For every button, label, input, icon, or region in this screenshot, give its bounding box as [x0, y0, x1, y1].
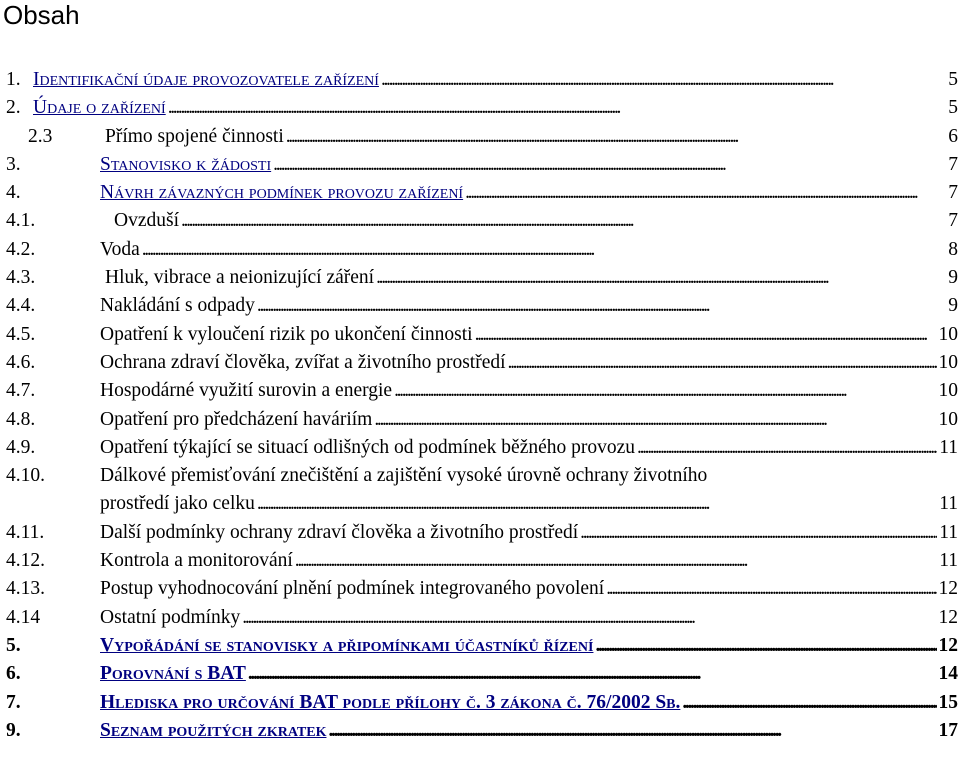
toc-entry-link[interactable]: Kontrola a monitorování: [100, 547, 295, 575]
toc-leader-dots: [465, 179, 946, 207]
toc-entry-link[interactable]: Další podmínky ochrany zdraví člověka a životního prostředí: [100, 519, 580, 547]
toc-entry-number: 4.14: [6, 606, 41, 628]
toc-entry-number: 4.13.: [6, 578, 45, 600]
toc-entry-line: [105, 264, 946, 292]
toc-leader-dots: [394, 377, 936, 405]
toc-entry-link[interactable]: Hluk, vibrace a neionizující záření: [105, 264, 376, 292]
toc-entry-9[interactable]: [6, 717, 958, 745]
toc-entry-link[interactable]: Voda: [100, 236, 142, 264]
toc-entry-line: [100, 547, 937, 575]
toc-entry-line: [100, 575, 937, 603]
toc-entry-number: 4.: [6, 182, 21, 204]
toc-entry-number: 4.2.: [6, 238, 36, 260]
toc-page-number: 9: [948, 267, 958, 289]
toc-leader-dots: [168, 94, 947, 122]
toc-entry-link[interactable]: Ovzduší: [114, 207, 181, 235]
toc-page-number: 11: [939, 521, 958, 543]
toc-entry-link[interactable]: Přímo spojené činnosti: [105, 123, 286, 151]
toc-entry-line: [100, 490, 958, 518]
toc-entry-link[interactable]: Hospodárné využití surovin a energie: [100, 377, 394, 405]
toc-leader-dots: [381, 66, 946, 94]
toc-leader-dots: [286, 123, 947, 151]
toc-leader-dots: [682, 689, 936, 717]
toc-entry-number: 4.6.: [6, 351, 36, 373]
toc-page-number: 10: [938, 351, 958, 373]
toc-entry-number: 2.3: [28, 125, 53, 147]
toc-page-number: 10: [938, 408, 958, 430]
toc-entry-4-9[interactable]: [6, 434, 958, 462]
toc-entry-number: 7.: [6, 691, 21, 713]
toc-entry-wrap: [100, 462, 958, 519]
toc-entry-number: 5.: [6, 634, 21, 656]
page-title: Obsah: [3, 0, 80, 30]
toc-entry-line: [100, 604, 937, 632]
toc-entry-link[interactable]: Dálkové přemisťování znečištění a zajištění vysoké úrovně ochrany životního: [100, 465, 708, 487]
toc-entry-number: 2.: [6, 97, 21, 119]
toc-page-number: 11: [939, 493, 958, 515]
toc-entry-4-7[interactable]: [6, 377, 958, 405]
toc-page-number: 8: [948, 238, 958, 260]
toc-page-number: 6: [948, 125, 958, 147]
toc-page-number: 12: [938, 578, 958, 600]
toc-page-number: 5: [948, 69, 958, 90]
toc-entry-4-8[interactable]: [6, 406, 958, 434]
toc-entry-4-14[interactable]: [6, 604, 958, 632]
toc-entry-link[interactable]: Vypořádání se stanovisky a připomínkami účastníků řízení: [100, 632, 595, 660]
toc-leader-dots: [508, 349, 937, 377]
toc-page-number: 14: [938, 663, 958, 685]
toc-entry-link[interactable]: Stanovisko k žádosti: [100, 151, 273, 179]
toc-leader-dots: [295, 547, 937, 575]
toc-page-number: 9: [948, 295, 958, 317]
toc-leader-dots: [248, 660, 937, 688]
toc-page-number: 11: [939, 436, 958, 458]
toc-leader-dots: [328, 717, 936, 745]
toc-leader-dots: [580, 519, 937, 547]
toc-entry-4-6[interactable]: [6, 349, 958, 377]
toc-entry-link[interactable]: Opatření týkající se situací odlišných od podmínek běžného provozu: [100, 434, 637, 462]
toc-entry-link-continued[interactable]: prostředí jako celku: [100, 490, 257, 518]
toc-entry-number: 6.: [6, 663, 21, 685]
toc-entry-line: [100, 689, 937, 717]
toc-page-number: 5: [948, 97, 958, 119]
toc-entry-line: [33, 94, 946, 122]
toc-leader-dots: [257, 292, 946, 320]
toc-entry-4[interactable]: [6, 179, 958, 207]
toc-entry-number: 4.7.: [6, 380, 36, 402]
toc-page-number: 7: [948, 182, 958, 204]
toc-leader-dots: [181, 207, 946, 235]
toc-entry-line: [100, 406, 937, 434]
toc-leader-dots: [142, 236, 947, 264]
toc-entry-link[interactable]: Ostatní podmínky: [100, 604, 242, 632]
toc-leader-dots: [376, 264, 946, 292]
toc-entry-link[interactable]: Postup vyhodnocování plnění podmínek integrovaného povolení: [100, 575, 606, 603]
toc-page-number: 7: [948, 210, 958, 232]
toc-entry-link[interactable]: Opatření k vyloučení rizik po ukončení činnosti: [100, 321, 475, 349]
toc-entry-link[interactable]: Seznam použitých zkratek: [100, 717, 328, 745]
toc-entry-line: [100, 151, 946, 179]
table-of-contents: [6, 66, 958, 745]
toc-entry-6[interactable]: [6, 660, 958, 688]
toc-entry-number: 4.12.: [6, 550, 45, 572]
toc-entry-line: [100, 349, 937, 377]
toc-entry-line: [105, 123, 946, 151]
toc-entry-4-5[interactable]: [6, 321, 958, 349]
toc-entry-line: [100, 717, 937, 745]
toc-entry-number: 9.: [6, 719, 21, 741]
toc-page-number: 10: [938, 380, 958, 402]
toc-page-number: 7: [948, 153, 958, 175]
toc-entry-number: 4.10.: [6, 465, 45, 487]
toc-entry-line: [100, 321, 937, 349]
toc-entry-line: [33, 66, 946, 94]
toc-entry-number: 4.4.: [6, 295, 36, 317]
toc-entry-4-13[interactable]: [6, 575, 958, 603]
toc-page-number: 12: [938, 634, 958, 656]
toc-entry-line: [100, 236, 946, 264]
toc-entry-number: 3.: [6, 153, 21, 175]
toc-entry-number: 4.5.: [6, 323, 36, 345]
toc-entry-line: [100, 292, 946, 320]
toc-entry-number: 4.1.: [6, 210, 36, 232]
toc-leader-dots: [273, 151, 946, 179]
toc-page-number: 11: [939, 550, 958, 572]
toc-entry-link[interactable]: Údaje o zařízení: [33, 94, 168, 122]
toc-entry-line: [100, 632, 937, 660]
toc-entry-4-10[interactable]: [6, 462, 958, 519]
toc-entry-4-12[interactable]: [6, 547, 958, 575]
toc-page-number: 15: [938, 691, 958, 713]
toc-entry-line: [100, 660, 937, 688]
toc-entry-number: 1.: [6, 69, 21, 90]
toc-entry-2-3[interactable]: [6, 123, 958, 151]
toc-page-number: 17: [938, 719, 958, 741]
toc-entry-2[interactable]: [6, 94, 958, 122]
toc-entry-number: 4.3.: [6, 267, 36, 289]
toc-entry-4-11[interactable]: [6, 519, 958, 547]
toc-entry-4-3[interactable]: [6, 264, 958, 292]
toc-entry-7[interactable]: [6, 689, 958, 717]
toc-page-number: 12: [938, 606, 958, 628]
toc-entry-link[interactable]: Porovnání s BAT: [100, 660, 248, 688]
toc-entry-number: 4.9.: [6, 436, 36, 458]
toc-entry-1[interactable]: [6, 66, 958, 94]
toc-entry-link[interactable]: Návrh závazných podmínek provozu zařízení: [100, 179, 465, 207]
toc-entry-link[interactable]: Hlediska pro určování BAT podle přílohy č. 3 zákona č. 76/2002 Sb.: [100, 689, 682, 717]
toc-entry-5[interactable]: [6, 632, 958, 660]
toc-page-number: 10: [938, 323, 958, 345]
toc-entry-link[interactable]: Identifikační údaje provozovatele zařízení: [33, 66, 381, 94]
toc-entry-line: [100, 179, 946, 207]
toc-leader-dots: [606, 575, 936, 603]
toc-entry-line: [100, 377, 937, 405]
toc-entry-3[interactable]: [6, 151, 958, 179]
toc-entry-4-2[interactable]: [6, 236, 958, 264]
toc-entry-line: [114, 207, 946, 235]
toc-entry-line: [100, 434, 937, 462]
toc-entry-4-4[interactable]: [6, 292, 958, 320]
toc-leader-dots: [595, 632, 936, 660]
toc-entry-4-1[interactable]: [6, 207, 958, 235]
toc-leader-dots: [475, 321, 937, 349]
toc-entry-line: [100, 519, 937, 547]
toc-entry-number: 4.8.: [6, 408, 36, 430]
toc-leader-dots: [374, 406, 936, 434]
toc-entry-link[interactable]: Nakládání s odpady: [100, 292, 257, 320]
toc-leader-dots: [637, 434, 937, 462]
toc-leader-dots: [242, 604, 936, 632]
toc-entry-link[interactable]: Opatření pro předcházení haváriím: [100, 406, 374, 434]
toc-entry-link[interactable]: Ochrana zdraví člověka, zvířat a životního prostředí: [100, 349, 508, 377]
toc-entry-number: 4.11.: [6, 521, 45, 543]
toc-leader-dots: [257, 490, 937, 518]
